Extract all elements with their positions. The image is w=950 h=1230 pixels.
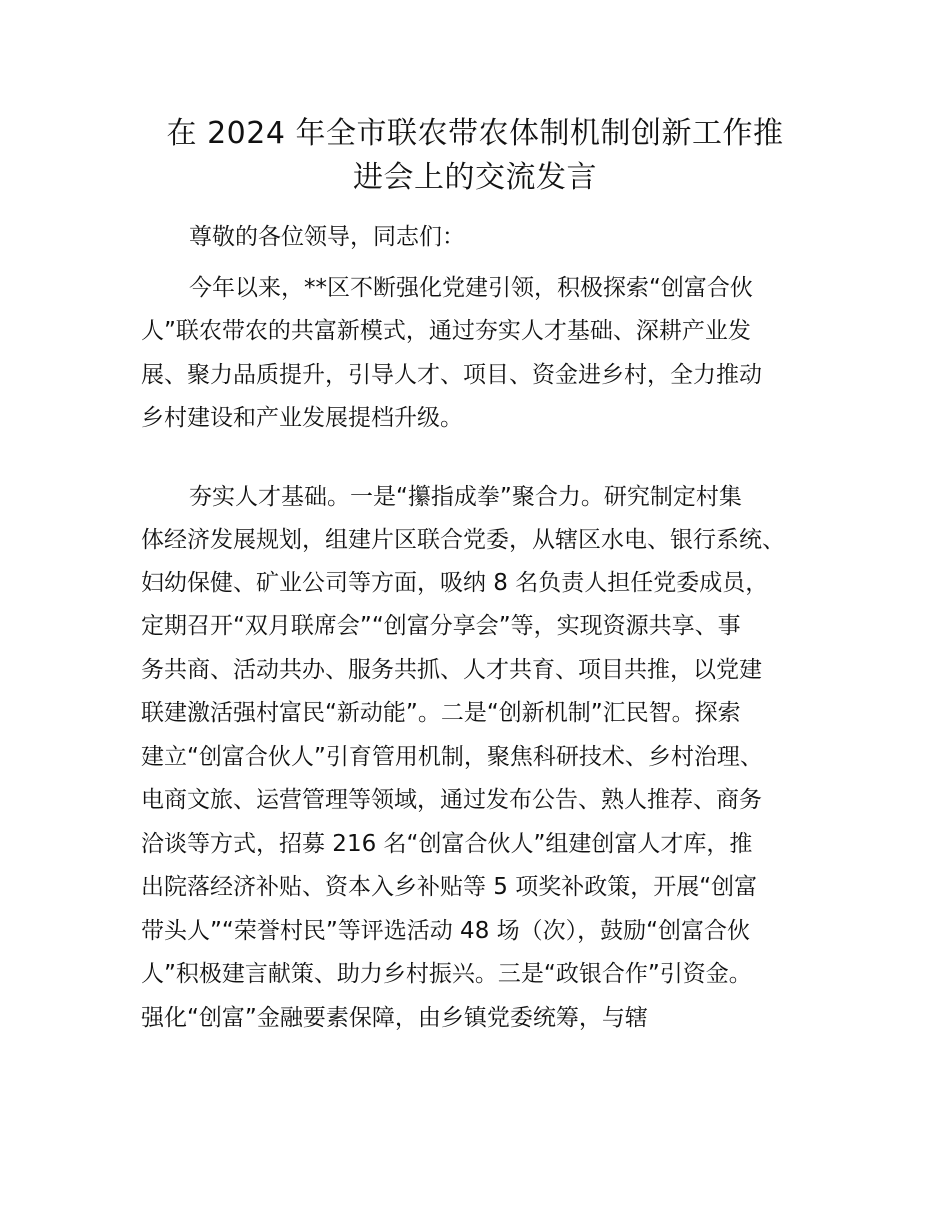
paragraph-2-line-4: 定期召开“双月联席会”“创富分享会”等，实现资源共享、事 <box>141 613 741 639</box>
paragraph-1-line-2: 人”联农带农的共富新模式，通过夯实人才基础、深耕产业发 <box>141 318 751 344</box>
paragraph-2-line-1: 夯实人才基础。一是“攥指成拳”聚合力。研究制定村集 <box>189 484 742 510</box>
paragraph-2-line-12: 人”积极建言献策、助力乡村振兴。三是“政银合作”引资金。 <box>141 961 752 987</box>
paragraph-2-line-6: 联建激活强村富民“新动能”。二是“创新机制”汇民智。探索 <box>141 700 741 726</box>
paragraph-2-line-3: 妇幼保健、矿业公司等方面，吸纳 8 名负责人担任党委成员， <box>141 570 769 596</box>
salutation: 尊敬的各位领导，同志们： <box>189 224 465 250</box>
paragraph-1-line-3: 展、聚力品质提升，引导人才、项目、资金进乡村，全力推动 <box>141 362 762 388</box>
paragraph-2-line-2: 体经济发展规划，组建片区联合党委，从辖区水电、银行系统、 <box>141 527 785 553</box>
paragraph-2-line-11: 带头人”“荣誉村民”等评选活动 48 场（次），鼓励“创富合伙 <box>141 918 751 944</box>
document-title <box>120 112 830 200</box>
title-line-1: 在 2024 年全市联农带农体制机制创新工作推 <box>166 116 784 151</box>
paragraph-2-line-10: 出院落经济补贴、资本入乡补贴等 5 项奖补政策，开展“创富 <box>141 874 758 900</box>
title-line-2: 进会上的交流发言 <box>353 160 597 195</box>
paragraph-2-line-8: 电商文旅、运营管理等领域，通过发布公告、熟人推荐、商务 <box>141 787 762 813</box>
paragraph-2-line-7: 建立“创富合伙人”引育管用机制，聚焦科研技术、乡村治理、 <box>141 744 763 770</box>
paragraph-1-line-1: 今年以来，**区不断强化党建引领，积极探索“创富合伙 <box>189 275 753 301</box>
paragraph-2-line-5: 务共商、活动共办、服务共抓、人才共育、项目共推，以党建 <box>141 657 762 683</box>
paragraph-1-line-4: 乡村建设和产业发展提档升级。 <box>141 405 463 431</box>
paragraph-2-line-9: 洽谈等方式，招募 216 名“创富合伙人”组建创富人才库，推 <box>141 831 753 857</box>
paragraph-2-line-13: 强化“创富”金融要素保障，由乡镇党委统筹，与辖 <box>141 1005 648 1031</box>
